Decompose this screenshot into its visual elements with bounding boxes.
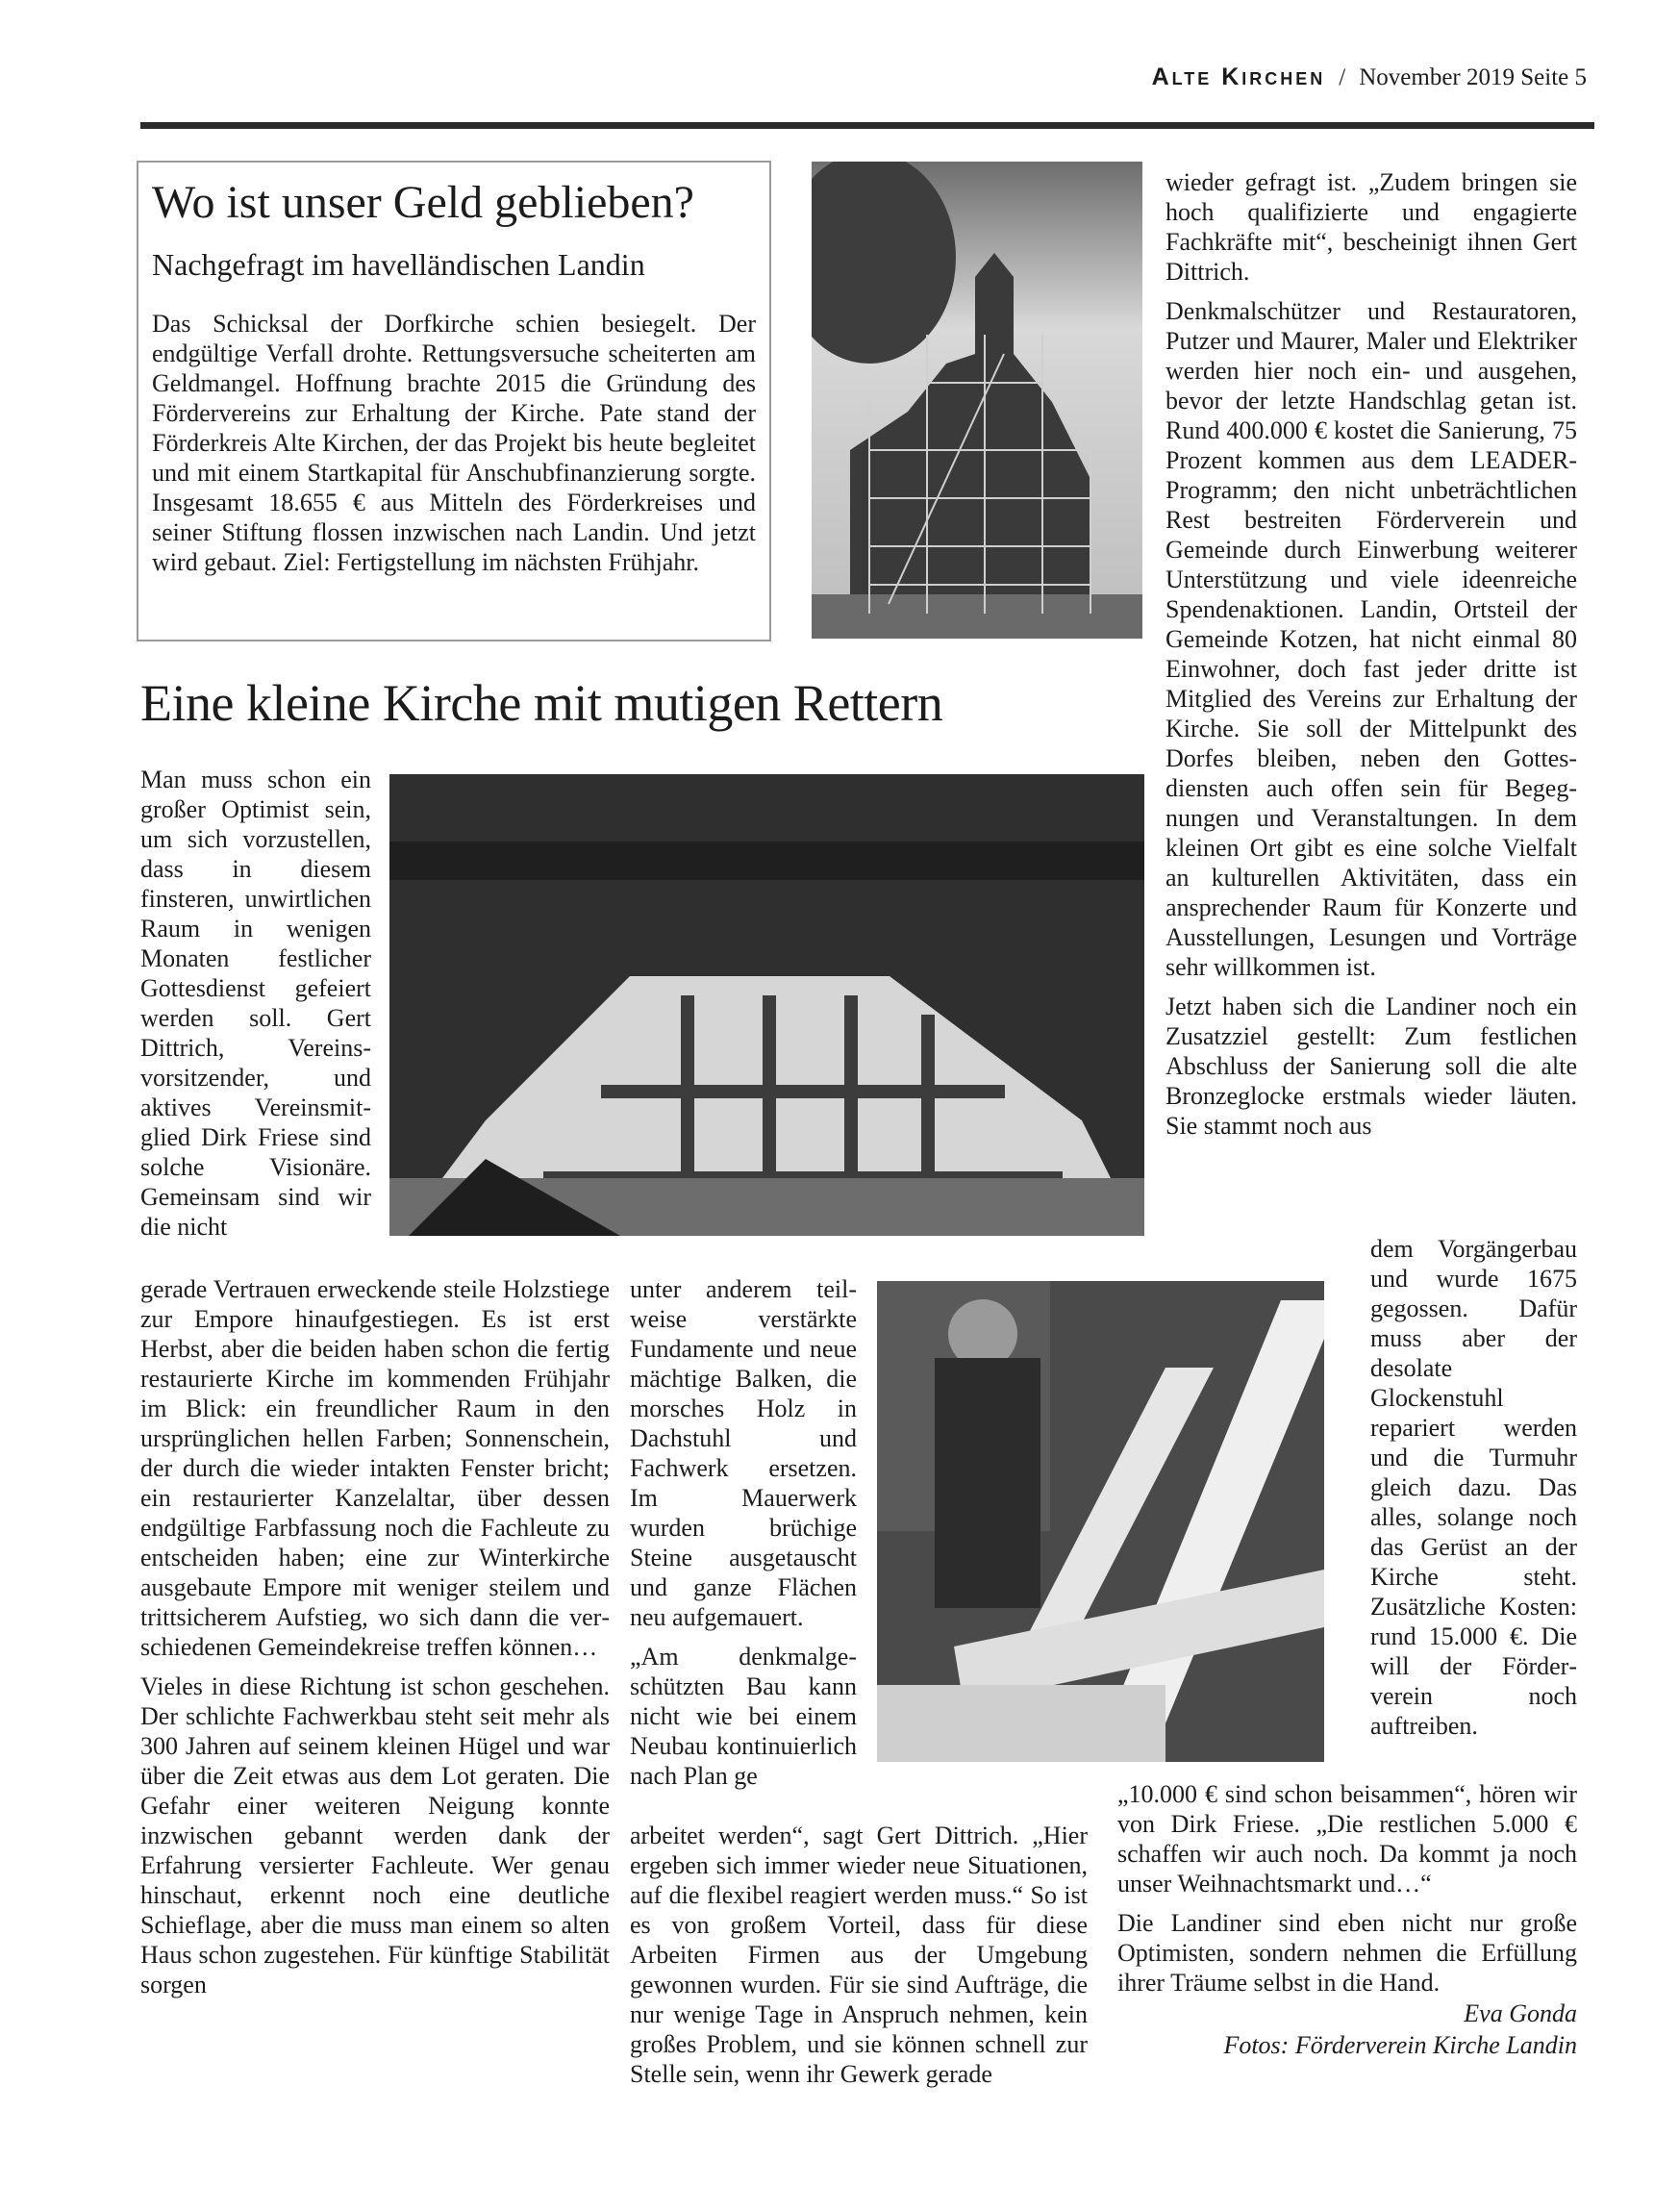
sidebar-box: [137, 161, 771, 641]
photo-credit: Fotos: Förderverein Kirche Landin: [1223, 2031, 1577, 2059]
article-paragraph: arbeitet werden“, sagt Gert Dittrich. „Hier ergeben sich immer wieder neue Situationen, auf die flexibel reagiert werden muss.“ So ist es von großem Vorteil, dass für diese Arbeiten Firmen aus der Umgebung gewonnen wurden. Für sie sind Aufträge, die nur wenige Tage in Anspruch nehmen, kein großes Problem, und sie können schnell zur Stelle sein, wenn ihr Gewerk gerade: [630, 1822, 1088, 2088]
article-intro: Man muss schon ein großer Optimist sein, um sich vorzustellen, dass in diesem finsteren, unwirtlichen Raum in wenigen Monaten festlicher Gottesdienst gefeiert werden soll. Gert Dittrich, Vereinsvorsitzender, und aktives Vereinsmitglied Dirk Friese sind solche Visionäre. Gemeinsam sind wir die nicht: [140, 766, 371, 1241]
author-byline: Eva Gonda: [1464, 1999, 1577, 2027]
sidebar-subtitle: Nachgefragt im havelländischen Landin: [152, 247, 645, 282]
article-paragraph: wieder gefragt ist. „Zudem bringen sie hoch qualifizierte und engagierte Fachkräfte mit“, bescheinigt ihnen Gert Dittrich.: [1165, 168, 1577, 286]
article-paragraph: unter anderem teilweise verstärkte Fundamente und neue mächtige Balken, die morsches Holz in Dachstuhl und Fachwerk ersetzen. Im Mauerwerk wurden brüchige Steine ausgetauscht und ganze Flächen neu aufgemauert.: [630, 1275, 857, 1631]
running-head: [1152, 63, 1587, 91]
church-scaffolding-photo: [812, 162, 1142, 639]
article-paragraph: dem Vorgängerbau und wurde 1675 gegossen. Dafür muss aber der desolate Glockenstuhl repariert werden und die Turmuhr gleich dazu. Das alles, solange noch das Gerüst an der Kirche steht. Zusätzliche Kosten: rund 15.000 €. Die will der Förderverein noch auftreiben.: [1370, 1235, 1577, 1740]
article-paragraph: Jetzt haben sich die Landiner noch ein Zusatzziel gestellt: Zum festlichen Abschluss der Sanierung soll die alte Bronzeglocke erstmals wieder läuten. Sie stammt noch aus: [1165, 993, 1577, 1140]
header-separator: /: [1339, 64, 1346, 90]
article-paragraph: gerade Vertrauen erweckende steile Holzstiege zur Empore hinaufgestiegen. Es ist erst Herbst, aber die beiden haben schon die fertig restaurierte Kirche im kommenden Frühjahr im Blick: ein freundlicher Raum in den ursprünglichen hellen Farben; Sonnenschein, der durch die wieder intakten Fenster bricht; ein restaurierter Kanzelaltar, über dessen endgültige Farbfassung noch die Fachleute zu entscheiden haben; eine zur Winterkirche ausgebaute Empore mit weniger steilem und trittsicherem Aufstieg, wo sich dann die verschiedenen Gemeindekreise treffen können…: [140, 1275, 610, 1661]
article-paragraph: Vieles in diese Richtung ist schon geschehen. Der schlichte Fachwerkbau steht seit mehr als 300 Jahren auf seinem kleinen Hügel und war über die Zeit etwas aus dem Lot geraten. Die Gefahr einer weiteren Neigung konnte inzwischen gebannt werden dank der Erfahrung versierter Fachleute. Wer genau hinschaut, erkennt noch eine deutliche Schieflage, aber die muss man einem so alten Haus schon zugestehen. Für künftige Stabilität sorgen: [140, 1672, 610, 1998]
article-paragraph: Denkmalschützer und Restauratoren, Putzer und Maurer, Maler und Elektriker werden hier noch ein- und ausgehen, bevor der letzte Handschlag getan ist. Rund 400.000 € kostet die Sanierung, 75 Prozent kommen aus dem LEADER-Programm; den nicht unbeträchtlichen Rest bestreiten Förderverein und Gemeinde durch Einwerbung weiterer Unterstützung und viele ideenreiche Spendenaktionen. Landin, Ortsteil der Gemeinde Kotzen, hat nicht einmal 80 Einwohner, doch fast jeder dritte ist Mitglied des Vereins zur Erhaltung der Kirche. Sie soll der Mittelpunkt des Dorfes bleiben, neben den Gottesdiensten auch offen sein für Begegnungen und Veranstaltungen. In dem kleinen Ort gibt es eine solche Vielfalt an kulturellen Aktivitäten, dass ein ansprechender Raum für Konzerte und Ausstellungen, Lesungen und Vorträge sehr willkommen ist.: [1165, 297, 1577, 981]
article-paragraph: Die Landiner sind eben nicht nur große Optimisten, sondern nehmen die Erfüllung ihrer Träume selbst in die Hand.: [1117, 1909, 1577, 1997]
article-paragraph: „Am denkmalgeschützten Bau kann nicht wie bei einem Neubau kontinuierlich nach Plan ge: [630, 1643, 857, 1790]
roof-beams-worker-photo: [877, 1281, 1324, 1762]
header-rule: [140, 122, 1594, 129]
attic-interior-photo: [389, 774, 1144, 1236]
sidebar-body: Das Schicksal der Dorfkirche schien besiegelt. Der endgültige Verfall drohte. Rettungsversuche scheiterten am Geldmangel. Hoffnung brachte 2015 die Gründung des Fördervereins zur Erhaltung der Kirche. Pate stand der Förderkreis Alte Kirchen, der das Projekt bis heute begleitet und mit einem Startkapital für Anschubfinanzierung sorgte. Insgesamt 18.655 € aus Mitteln des Förderkreises und seiner Stiftung flossen inzwischen nach Landin. Und jetzt wird gebaut. Ziel: Fertigstellung im nächsten Frühjahr.: [152, 310, 756, 576]
article-headline: Eine kleine Kirche mit mutigen Rettern: [140, 674, 943, 732]
sidebar-title: Wo ist unser Geld geblieben?: [152, 177, 694, 228]
article-paragraph: „10.000 € sind schon beisammen“, hören wir von Dirk Friese. „Die restlichen 5.000 € schaffen wir auch noch. Da kommt ja noch unser Weihnachtsmarkt und…“: [1117, 1780, 1577, 1898]
publication-name: Alte Kirchen: [1151, 63, 1326, 90]
issue-info: November 2019 Seite 5: [1359, 64, 1587, 90]
